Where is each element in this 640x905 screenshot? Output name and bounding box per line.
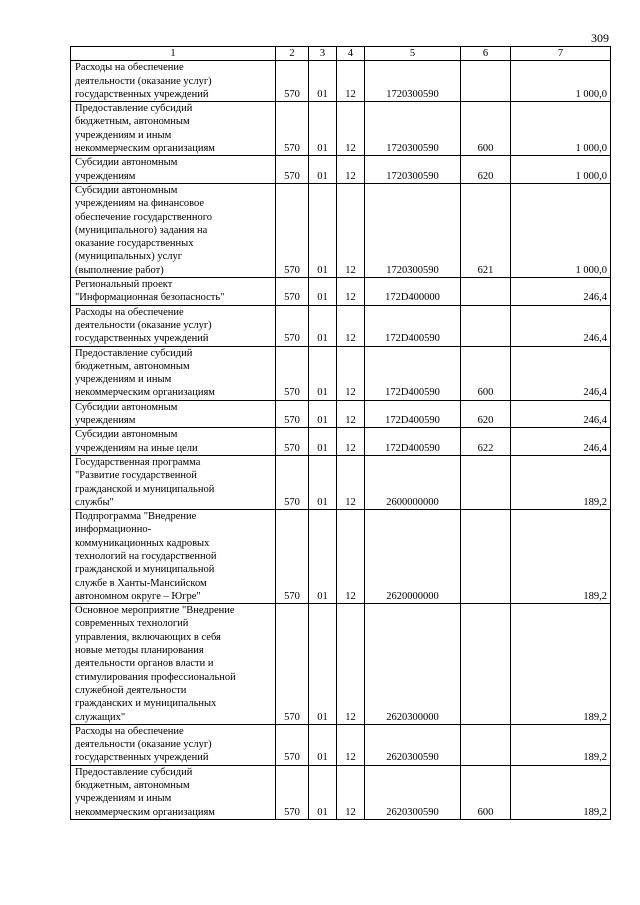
amount-cell: 1 000,0	[511, 183, 611, 277]
target-article-cell: 1720300590	[365, 183, 461, 277]
row-name-cell: Предоставление субсидий бюджетным, автономным учреждениям и иным некоммерческим организациям	[71, 346, 276, 400]
row-name-cell: Государственная программа "Развитие государственной гражданской и муниципальной службы"	[71, 455, 276, 509]
admin-code-cell: 570	[276, 183, 309, 277]
target-article-cell: 172D400000	[365, 278, 461, 306]
amount-cell: 246,4	[511, 346, 611, 400]
amount-cell: 1 000,0	[511, 61, 611, 102]
subsection-cell: 12	[337, 61, 365, 102]
amount-cell: 189,2	[511, 455, 611, 509]
row-name-cell: Субсидии автономным учреждениям	[71, 156, 276, 184]
target-article-cell: 2620000000	[365, 510, 461, 604]
target-article-cell: 1720300590	[365, 156, 461, 184]
expense-type-cell: 620	[461, 156, 511, 184]
subsection-cell: 12	[337, 400, 365, 428]
target-article-cell: 2620300590	[365, 765, 461, 819]
subsection-cell: 12	[337, 765, 365, 819]
subsection-cell: 12	[337, 428, 365, 456]
amount-cell: 189,2	[511, 724, 611, 765]
amount-cell: 246,4	[511, 305, 611, 346]
section-cell: 01	[309, 400, 337, 428]
amount-cell: 189,2	[511, 510, 611, 604]
column-header: 2	[276, 47, 309, 61]
admin-code-cell: 570	[276, 724, 309, 765]
table-row	[71, 156, 611, 184]
table-row	[71, 765, 611, 819]
section-cell: 01	[309, 346, 337, 400]
expense-type-cell: 620	[461, 400, 511, 428]
section-cell: 01	[309, 61, 337, 102]
row-name-cell: Основное мероприятие "Внедрение современных технологий управления, включающих в себя новые методы планирования деятельности органов власти и стимулирования профессиональной служебной деятельности гражданских и муниципальных служащих"	[71, 604, 276, 725]
column-header: 7	[511, 47, 611, 61]
section-cell: 01	[309, 183, 337, 277]
expense-type-cell: 600	[461, 102, 511, 156]
row-name-cell: Расходы на обеспечение деятельности (оказание услуг) государственных учреждений	[71, 724, 276, 765]
amount-cell: 1 000,0	[511, 156, 611, 184]
target-article-cell: 172D400590	[365, 400, 461, 428]
target-article-cell: 172D400590	[365, 428, 461, 456]
target-article-cell: 172D400590	[365, 346, 461, 400]
table-row	[71, 183, 611, 277]
table-row	[71, 400, 611, 428]
table-row	[71, 510, 611, 604]
expense-type-cell: 600	[461, 346, 511, 400]
row-name-cell: Подпрограмма "Внедрение информационно- коммуникационных кадровых технологий на государственной гражданской и муниципальной службе в Ханты-Мансийском автономном округе – Югре"	[71, 510, 276, 604]
admin-code-cell: 570	[276, 510, 309, 604]
section-cell: 01	[309, 428, 337, 456]
column-header: 3	[309, 47, 337, 61]
expense-type-cell: 622	[461, 428, 511, 456]
column-header: 6	[461, 47, 511, 61]
target-article-cell: 172D400590	[365, 305, 461, 346]
table-row	[71, 102, 611, 156]
admin-code-cell: 570	[276, 156, 309, 184]
row-name-cell: Субсидии автономным учреждениям на финансовое обеспечение государственного (муниципального) задания на оказание государственных (муниципальных) услуг (выполнение работ)	[71, 183, 276, 277]
target-article-cell: 2620300000	[365, 604, 461, 725]
section-cell: 01	[309, 455, 337, 509]
subsection-cell: 12	[337, 724, 365, 765]
expense-type-cell	[461, 278, 511, 306]
target-article-cell: 1720300590	[365, 102, 461, 156]
subsection-cell: 12	[337, 604, 365, 725]
section-cell: 01	[309, 604, 337, 725]
row-name-cell: Субсидии автономным учреждениям на иные цели	[71, 428, 276, 456]
column-header: 1	[71, 47, 276, 61]
row-name-cell: Субсидии автономным учреждениям	[71, 400, 276, 428]
expense-type-cell	[461, 604, 511, 725]
amount-cell: 189,2	[511, 604, 611, 725]
expense-type-cell	[461, 305, 511, 346]
amount-cell: 246,4	[511, 400, 611, 428]
admin-code-cell: 570	[276, 604, 309, 725]
subsection-cell: 12	[337, 156, 365, 184]
admin-code-cell: 570	[276, 400, 309, 428]
amount-cell: 189,2	[511, 765, 611, 819]
admin-code-cell: 570	[276, 455, 309, 509]
section-cell: 01	[309, 765, 337, 819]
table-row	[71, 604, 611, 725]
column-header: 4	[337, 47, 365, 61]
budget-table	[70, 46, 611, 820]
row-name-cell: Расходы на обеспечение деятельности (оказание услуг) государственных учреждений	[71, 61, 276, 102]
table-row	[71, 278, 611, 306]
header-row	[71, 47, 611, 61]
subsection-cell: 12	[337, 346, 365, 400]
section-cell: 01	[309, 305, 337, 346]
subsection-cell: 12	[337, 278, 365, 306]
section-cell: 01	[309, 510, 337, 604]
admin-code-cell: 570	[276, 278, 309, 306]
admin-code-cell: 570	[276, 428, 309, 456]
section-cell: 01	[309, 278, 337, 306]
amount-cell: 246,4	[511, 428, 611, 456]
amount-cell: 1 000,0	[511, 102, 611, 156]
subsection-cell: 12	[337, 102, 365, 156]
subsection-cell: 12	[337, 183, 365, 277]
admin-code-cell: 570	[276, 102, 309, 156]
expense-type-cell: 621	[461, 183, 511, 277]
table-row	[71, 724, 611, 765]
admin-code-cell: 570	[276, 765, 309, 819]
subsection-cell: 12	[337, 305, 365, 346]
expense-type-cell	[461, 724, 511, 765]
row-name-cell: Предоставление субсидий бюджетным, автономным учреждениям и иным некоммерческим организациям	[71, 765, 276, 819]
target-article-cell: 2600000000	[365, 455, 461, 509]
expense-type-cell	[461, 510, 511, 604]
subsection-cell: 12	[337, 510, 365, 604]
section-cell: 01	[309, 156, 337, 184]
table-row	[71, 305, 611, 346]
row-name-cell: Расходы на обеспечение деятельности (оказание услуг) государственных учреждений	[71, 305, 276, 346]
section-cell: 01	[309, 724, 337, 765]
admin-code-cell: 570	[276, 346, 309, 400]
table-row	[71, 428, 611, 456]
amount-cell: 246,4	[511, 278, 611, 306]
section-cell: 01	[309, 102, 337, 156]
expense-type-cell: 600	[461, 765, 511, 819]
table-row	[71, 346, 611, 400]
row-name-cell: Предоставление субсидий бюджетным, автономным учреждениям и иным некоммерческим организациям	[71, 102, 276, 156]
target-article-cell: 2620300590	[365, 724, 461, 765]
target-article-cell: 1720300590	[365, 61, 461, 102]
expense-type-cell	[461, 61, 511, 102]
table-row	[71, 455, 611, 509]
page-number: 309	[591, 31, 609, 45]
row-name-cell: Региональный проект "Информационная безопасность"	[71, 278, 276, 306]
subsection-cell: 12	[337, 455, 365, 509]
column-header: 5	[365, 47, 461, 61]
admin-code-cell: 570	[276, 305, 309, 346]
admin-code-cell: 570	[276, 61, 309, 102]
expense-type-cell	[461, 455, 511, 509]
table-row	[71, 61, 611, 102]
